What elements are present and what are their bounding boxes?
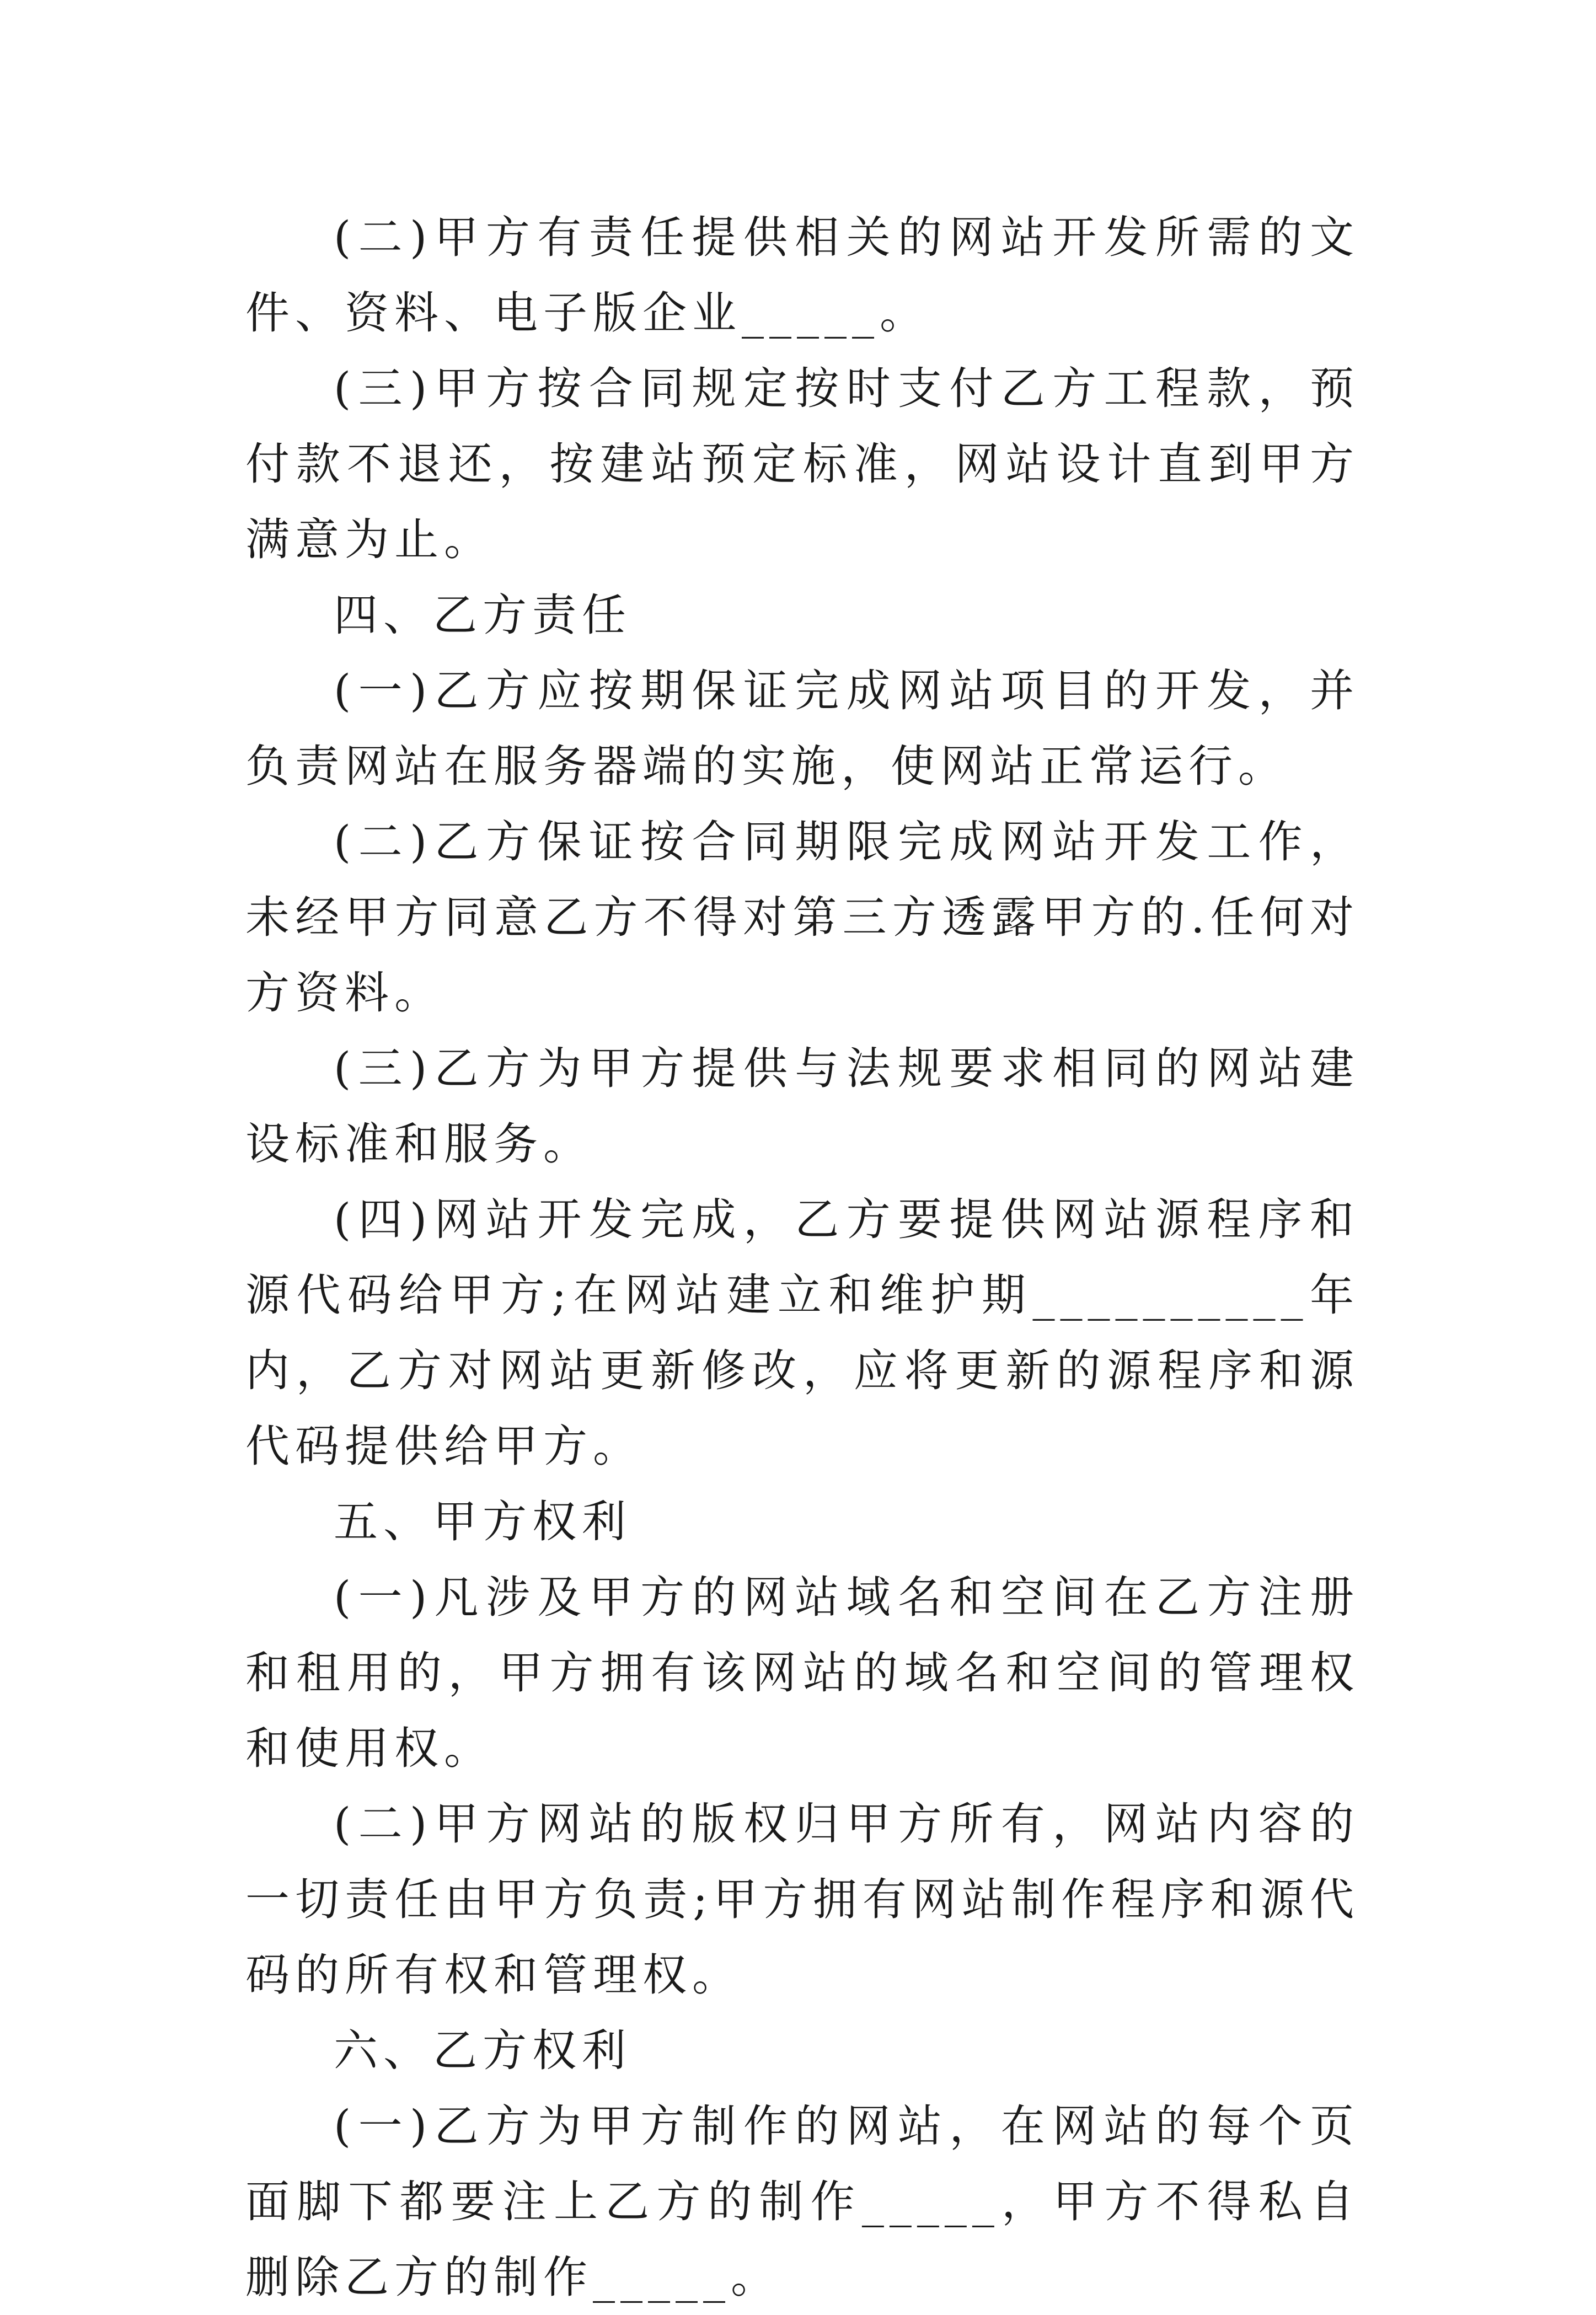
- paragraph-party-b-develop-on-time: (一)乙方应按期保证完成网站项目的开发，并负责网站在服务器端的实施，使网站正常运行。: [245, 665, 1359, 792]
- paragraph-party-b-source-code: (四)网站开发完成，乙方要提供网站源程序和源代码给甲方;在网站建立和维护期__________年内，乙方对网站更新修改，应将更新的源程序和源代码提供给甲方。: [245, 1194, 1359, 1472]
- section-heading-party-b-rights: 六、乙方权利: [334, 2025, 631, 2076]
- paragraph-party-b-standards: (三)乙方为甲方提供与法规要求相同的网站建设标准和服务。: [245, 1043, 1359, 1170]
- paragraph-party-a-copyright: (二)甲方网站的版权归甲方所有，网站内容的一切责任由甲方负责;甲方拥有网站制作程序和源代码的所有权和管理权。: [245, 1798, 1359, 2001]
- paragraph-party-b-confidentiality: (二)乙方保证按合同期限完成网站开发工作，未经甲方同意乙方不得对第三方透露甲方的.任何对方资料。: [245, 816, 1359, 1019]
- paragraph-party-a-payment: (三)甲方按合同规定按时支付乙方工程款，预付款不退还，按建站预定标准，网站设计直到甲方满意为止。: [245, 363, 1359, 565]
- paragraph-party-a-domain-rights: (一)凡涉及甲方的网站域名和空间在乙方注册和租用的，甲方拥有该网站的域名和空间的管理权和使用权。: [245, 1572, 1359, 1774]
- document-body: [245, 200, 1359, 2315]
- section-heading-party-b-responsibility: 四、乙方责任: [334, 590, 631, 641]
- section-heading-party-a-rights: 五、甲方权利: [334, 1496, 631, 1547]
- paragraph-party-a-provide-files: (二)甲方有责任提供相关的网站开发所需的文件、资料、电子版企业_____。: [245, 212, 1359, 339]
- paragraph-party-b-credit-footer: (一)乙方为甲方制作的网站，在网站的每个页面脚下都要注上乙方的制作_____，甲方不得私自删除乙方的制作_____。: [245, 2100, 1359, 2303]
